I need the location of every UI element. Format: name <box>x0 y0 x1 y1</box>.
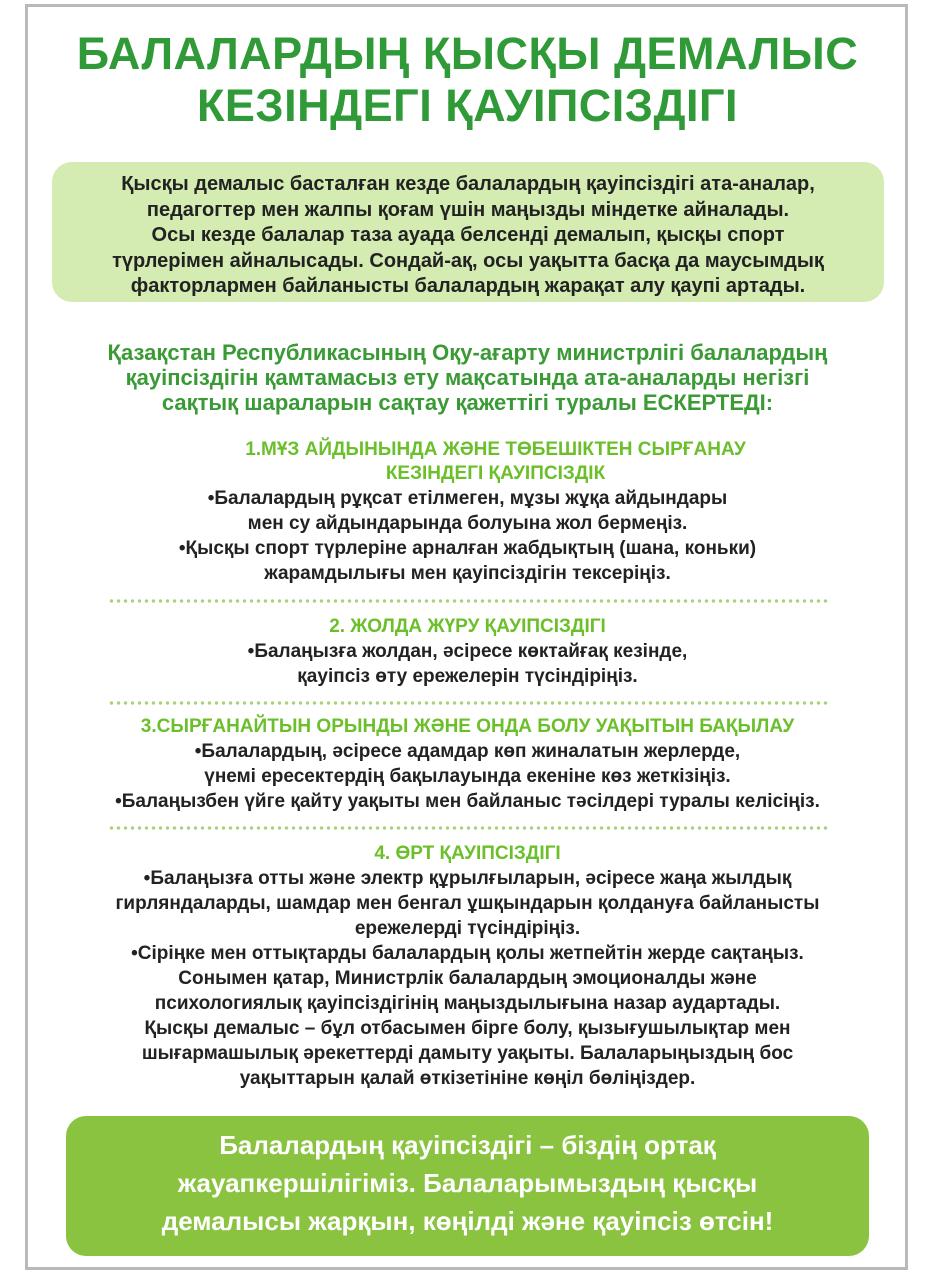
ministry-notice <box>0 340 935 415</box>
section-line: •Балаңызбен үйге қайту уақыты мен байланыс тәсілдері туралы келісіңіз. <box>115 791 820 812</box>
page-title <box>0 28 935 132</box>
intro-line: Қысқы демалыс басталған кезде балалардың қауіпсіздігі ата-аналар, <box>121 173 815 195</box>
section-heading: 2. ЖОЛДА ЖҮРУ ҚАУІПСІЗДІГІ <box>329 616 606 637</box>
section-line: •Балалардың, әсіресе адамдар көп жиналатын жерлерде, <box>194 741 741 762</box>
intro-line: педагогтер мен жалпы қоғам үшін маңызды міндетке айналады. <box>146 198 790 221</box>
section-line: қауіпсіз өту ережелерін түсіндіріңіз. <box>297 666 638 687</box>
section-line: ережелерді түсіндіріңіз. <box>354 918 581 939</box>
closing-banner <box>66 1116 869 1256</box>
section-heading: КЕЗІНДЕГІ ҚАУІПСІЗДІК <box>385 463 606 484</box>
section-road-safety <box>0 615 935 689</box>
title-line: БАЛАЛАРДЫҢ ҚЫСҚЫ ДЕМАЛЫС <box>76 28 859 79</box>
closing-line: Балалардың қауіпсіздігі – біздің ортақ <box>219 1130 716 1160</box>
section-line: шығармашылық әрекеттерді дамыту уақыты. Балаларыңыздың бос <box>141 1043 794 1064</box>
section-line: үнемі ересектердің бақылауында екеніне көз жеткізіңіз. <box>204 766 731 787</box>
section-line: Қысқы демалыс – бұл отбасымен бірге болу, қызығушылықтар мен <box>144 1018 791 1039</box>
section-heading: 3.СЫРҒАНАЙТЫН ОРЫНДЫ ЖӘНЕ ОНДА БОЛУ УАҚЫТЫН БАҚЫЛАУ <box>140 716 795 737</box>
title-line: КЕЗІНДЕГІ ҚАУІПСІЗДІГІ <box>196 80 739 131</box>
section-ice-safety <box>0 438 935 586</box>
intro-line: факторлармен байланысты балалардың жарақат алу қаупі артады. <box>130 275 806 297</box>
section-line: жарамдылығы мен қауіпсіздігін тексеріңіз. <box>264 563 671 584</box>
ministry-line: қауіпсіздігін қамтамасыз ету мақсатында ата-аналарды негізгі <box>125 365 810 390</box>
ministry-line: сақтық шараларын сақтау қажеттігі туралы ЕСКЕРТЕДІ: <box>161 390 774 415</box>
section-sledding-supervision <box>0 715 935 814</box>
dotted-divider <box>108 599 828 603</box>
section-line: •Сіріңке мен оттықтарды балалардың қолы жетпейтін жерде сақтаңыз. <box>131 943 804 964</box>
section-line: •Балалардың рұқсат етілмеген, мұзы жұқа айдындары <box>207 488 728 509</box>
section-line: мен су айдындарында болуына жол бермеңіз. <box>247 513 688 534</box>
section-heading: 1.МҰЗ АЙДЫНЫНДА ЖӘНЕ ТӨБЕШІКТЕН СЫРҒАНАУ <box>245 439 746 460</box>
section-line: •Балаңызға отты және электр құрылғыларын, әсіресе жаңа жылдық <box>143 868 792 889</box>
dotted-divider <box>108 826 828 830</box>
section-line: •Қысқы спорт түрлеріне арналған жабдықтың (шана, коньки) <box>178 538 757 559</box>
section-fire-safety <box>0 842 935 1091</box>
closing-line: демалысы жарқын, көңілді және қауіпсіз өтсін! <box>161 1206 774 1236</box>
intro-box <box>52 162 884 302</box>
section-heading: 4. ӨРТ ҚАУІПСІЗДІГІ <box>374 843 561 864</box>
section-line: психологиялық қауіпсіздігінің маңыздылығына назар аудартады. <box>154 993 781 1014</box>
dotted-divider <box>108 701 828 705</box>
section-line: •Балаңызға жолдан, әсіресе көктайғақ кезінде, <box>247 641 688 662</box>
ministry-line: Қазақстан Республикасының Оқу-ағарту министрлігі балалардың <box>107 340 828 365</box>
section-line: Сонымен қатар, Министрлік балалардың эмоционалды және <box>178 968 757 989</box>
section-line: гирляндаларды, шамдар мен бенгал ұшқындарын қолдануға байланысты <box>115 893 820 914</box>
intro-line: түрлерімен айналысады. Сондай-ақ, осы уақытта басқа да маусымдық <box>112 249 824 272</box>
intro-line: Осы кезде балалар таза ауада белсенді демалып, қысқы спорт <box>151 224 785 246</box>
closing-line: жауапкершілігіміз. Балаларымыздың қысқы <box>177 1168 758 1198</box>
section-line: уақыттарын қалай өткізетініне көңіл бөліңіздер. <box>239 1068 696 1089</box>
